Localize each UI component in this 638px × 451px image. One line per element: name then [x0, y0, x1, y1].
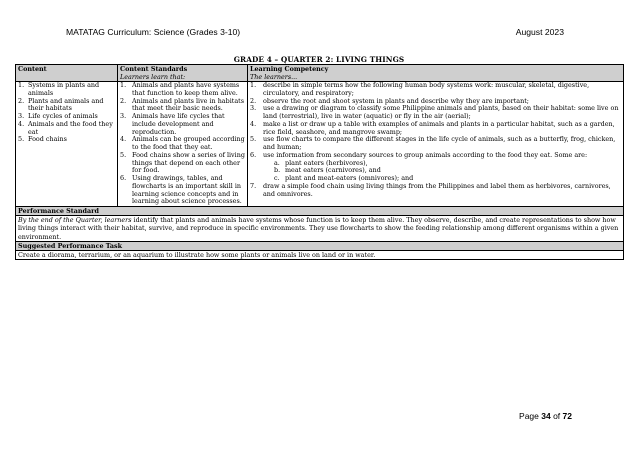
list-number: 6.	[250, 150, 257, 159]
current-page: 34	[541, 411, 551, 421]
list-item	[250, 136, 621, 152]
list-item	[120, 113, 245, 136]
performance-standard-heading-row	[16, 207, 624, 216]
document-header-date: August 2023	[515, 27, 564, 37]
list-item	[120, 152, 245, 175]
list-text: Plants and animals and their habitats	[28, 96, 104, 113]
list-number: 4.	[18, 119, 25, 128]
list-number: 5.	[120, 150, 127, 159]
sublist-text: plant and meat-eaters (omnivores); and	[285, 174, 414, 182]
list-item	[120, 175, 245, 206]
list-item	[250, 121, 621, 137]
sublist-letter: b.	[274, 166, 281, 175]
list-text: use flow charts to compare the different stages in the life cycle of animals, such as a butterfly, frog, chicken, and human;	[263, 135, 616, 151]
list-number: 3.	[120, 112, 127, 120]
performance-standard-body: identify that plants and animals have systems whose function is to keep them alive. They observe, describe, and create representations to show how living things interact with their habitat, survive, and reproduce in specific environments. They use flowcharts to show the feeding relationship among different organisms within a given environment.	[18, 216, 619, 241]
list-number: 6.	[120, 174, 127, 182]
sublist-text: plant eaters (herbivores),	[285, 158, 368, 167]
competency-cell	[248, 82, 624, 207]
list-number: 1.	[250, 81, 257, 89]
performance-standard-row	[16, 216, 624, 242]
performance-task-text: Create a diorama, terrarium, or an aquarium to illustrate how some plants or animals live on land or in water.	[16, 250, 624, 259]
performance-standard-lead: By the end of the Quarter, learners	[18, 216, 132, 224]
list-number: 4.	[250, 119, 257, 128]
list-text: Using drawings, tables, and flowcharts is an important skill in learning science concepts and in learning about science processes.	[132, 174, 242, 206]
curriculum-table	[15, 64, 624, 260]
performance-standard-text	[16, 216, 624, 242]
table-body-row	[16, 82, 624, 207]
page-prefix: Page	[519, 411, 542, 421]
list-item	[18, 121, 115, 137]
content-list	[18, 82, 115, 144]
sublist-text: meat eaters (carnivores), and	[285, 166, 381, 175]
list-number: 1.	[120, 81, 127, 89]
header-competency-label: Learning Competency	[250, 65, 329, 73]
list-text: observe the root and shoot system in plants and describe why they are important;	[263, 96, 529, 105]
list-text: Animals have life cycles that include development and reproduction.	[132, 112, 225, 136]
competency-list-continued	[250, 183, 621, 199]
list-item	[18, 82, 115, 98]
list-number: 7.	[250, 181, 257, 190]
table-header-row	[16, 65, 624, 82]
list-item	[120, 98, 245, 114]
performance-task-row	[16, 250, 624, 259]
standards-list	[120, 82, 245, 206]
competency-list	[250, 82, 621, 160]
performance-task-heading-row	[16, 241, 624, 250]
header-cell-content	[16, 65, 118, 82]
list-text: use a drawing or diagram to classify some Philippine animals and plants, based on their habitat: some live on land (terrestrial), live in water (aquatic) or fly in the air (aerial);	[263, 104, 619, 120]
list-number: 3.	[250, 104, 257, 113]
list-item	[250, 105, 621, 121]
list-item	[120, 136, 245, 152]
header-standards-label: Content Standards	[120, 65, 188, 73]
standards-cell	[118, 82, 248, 207]
list-text: Systems in plants and animals	[28, 81, 100, 97]
list-number: 2.	[120, 96, 127, 105]
page-of: of	[550, 411, 563, 421]
list-number: 2.	[18, 96, 25, 105]
list-number: 3.	[18, 112, 25, 120]
list-item	[250, 183, 621, 199]
sublist-letter: c.	[274, 174, 280, 182]
performance-standard-heading: Performance Standard	[16, 207, 624, 216]
header-content-label: Content	[18, 65, 47, 73]
list-text: use information from secondary sources to group animals according to the food they eat. Some are:	[263, 150, 588, 159]
header-competency-sublabel: The learners...	[250, 73, 298, 81]
list-text: make a list or draw up a table with examples of animals and plants in a particular habitat, such as a garden, rice field, seashore, and mangrove swamp;	[263, 119, 615, 136]
list-number: 5.	[18, 135, 25, 144]
list-text: Animals and the food they eat	[28, 119, 113, 136]
list-number: 2.	[250, 96, 257, 105]
list-text: Food chains show a series of living things that depend on each other for food.	[132, 150, 245, 175]
list-item	[120, 82, 245, 98]
list-number: 4.	[120, 135, 127, 144]
header-standards-sublabel: Learners learn that:	[120, 73, 186, 81]
sublist-letter: a.	[274, 158, 280, 167]
list-text: draw a simple food chain using living things from the Philippines and label them as herbivores, carnivores, and omnivores.	[263, 181, 611, 198]
header-cell-competency	[248, 65, 624, 82]
performance-task-heading: Suggested Performance Task	[16, 241, 624, 250]
list-number: 5.	[250, 135, 257, 144]
list-item	[18, 136, 115, 144]
list-text: Animals can be grouped according to the food that they eat.	[132, 135, 245, 151]
list-text: describe in simple terms how the following human body systems work: muscular, skeletal, digestive, circulatory, and respiratory;	[263, 81, 590, 97]
document-header-title: MATATAG Curriculum: Science (Grades 3-10)	[66, 27, 241, 37]
total-pages: 72	[562, 411, 572, 421]
competency-sublist	[250, 160, 621, 183]
list-text: Animals and plants live in habitats that meet their basic needs.	[132, 96, 244, 113]
page-number	[519, 411, 572, 421]
list-text: Animals and plants have systems that function to keep them alive.	[132, 81, 240, 97]
list-item	[250, 82, 621, 98]
list-text: Life cycles of animals	[28, 112, 98, 120]
list-item	[18, 98, 115, 114]
list-text: Food chains	[28, 135, 67, 144]
content-cell	[16, 82, 118, 207]
header-cell-standards	[118, 65, 248, 82]
list-number: 1.	[18, 81, 25, 89]
page-title: GRADE 4 – QUARTER 2: LIVING THINGS	[233, 55, 405, 64]
